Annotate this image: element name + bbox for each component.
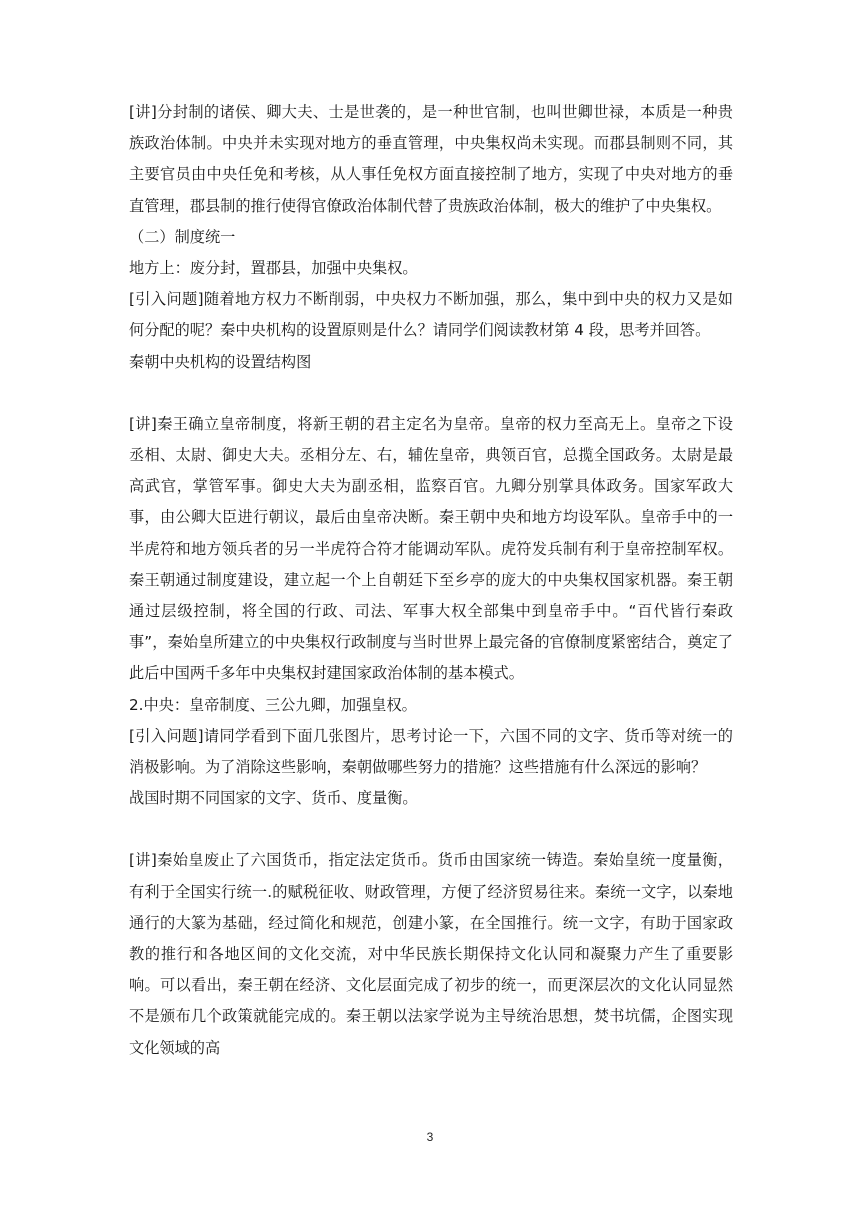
paragraph-unification-measures: [讲]秦始皇废止了六国货币，指定法定货币。货币由国家统一铸造。秦始皇统一度量衡，有利于全国实行统一.的赋税征收、财政管理，方便了经济贸易往来。秦统一文字，以秦地通行的大篆为基础，经过简化和规范，创建小篆，在全国推行。统一文字，有助于国家政教的推行和各地区间的文化交流，对中华民族长期保持文化认同和凝聚力产生了重要影响。可以看出，秦王朝在经济、文化层面完成了初步的统一，而更深层次的文化认同显然不是颁布几个政策就能完成的。秦王朝以法家学说为主导统治思想，焚书坑儒，企图实现文化领域的高 (129, 851, 733, 1057)
page-number: 3 (426, 1130, 434, 1144)
document-body (129, 97, 733, 1064)
figure-caption-central-structure: 秦朝中央机构的设置结构图 (129, 352, 312, 371)
paragraph-question-six-states: [引入问题]请同学看到下面几张图片，思考讨论一下，六国不同的文字、货币等对统一的消极影响。为了消除这些影响，秦朝做哪些努力的措施？这些措施有什么深远的影响？ (129, 726, 733, 777)
paragraph-question-central-power: [引入问题]随着地方权力不断削弱，中央权力不断加强，那么，集中到中央的权力又是如何分配的呢？秦中央机构的设置原则是什么？请同学们阅读教材第 4 段，思考并回答。 (129, 290, 733, 340)
figure-caption-warring-states: 战国时期不同国家的文字、货币、度量衡。 (129, 789, 418, 808)
point-local-level: 地方上：废分封，置郡县，加强中央集权。 (129, 259, 418, 278)
paragraph-emperor-system: [讲]秦王确立皇帝制度，将新王朝的君主定名为皇帝。皇帝的权力至高无上。皇帝之下设丞相、太尉、御史大夫。丞相分左、右，辅佐皇帝，典领百官，总揽全国政务。太尉是最高武官，掌管军事。御史大夫为副丞相，监察百官。九卿分别掌具体政务。国家军政大事，由公卿大臣进行朝议，最后由皇帝决断。秦王朝中央和地方均设军队。皇帝手中的一半虎符和地方领兵者的另一半虎符合符才能调动军队。虎符发兵制有利于皇帝控制军权。秦王朝通过制度建设，建立起一个上自朝廷下至乡亭的庞大的中央集权国家机器。秦王朝通过层级控制，将全国的行政、司法、军事大权全部集中到皇帝手中。“百代皆行秦政事”，秦始皇所建立的中央集权行政制度与当时世界上最完备的官僚制度紧密结合，奠定了此后中国两千多年中央集权封建国家政治体制的基本模式。 (129, 414, 733, 683)
paragraph-feudal-vs-county: [讲]分封制的诸侯、卿大夫、士是世袭的，是一种世官制，也叫世卿世禄，本质是一种贵族政治体制。中央并未实现对地方的垂直管理，中央集权尚未实现。而郡县制则不同，其主要官员由中央任免和考核，从人事任免权方面直接控制了地方，实现了中央对地方的垂直管理，郡县制的推行使得官僚政治体制代替了贵族政治体制，极大的维护了中央集权。 (129, 103, 733, 215)
point-central-level: 2.中央：皇帝制度、三公九卿，加强皇权。 (129, 695, 417, 714)
section-heading-institutional-unification: （二）制度统一 (129, 227, 236, 246)
